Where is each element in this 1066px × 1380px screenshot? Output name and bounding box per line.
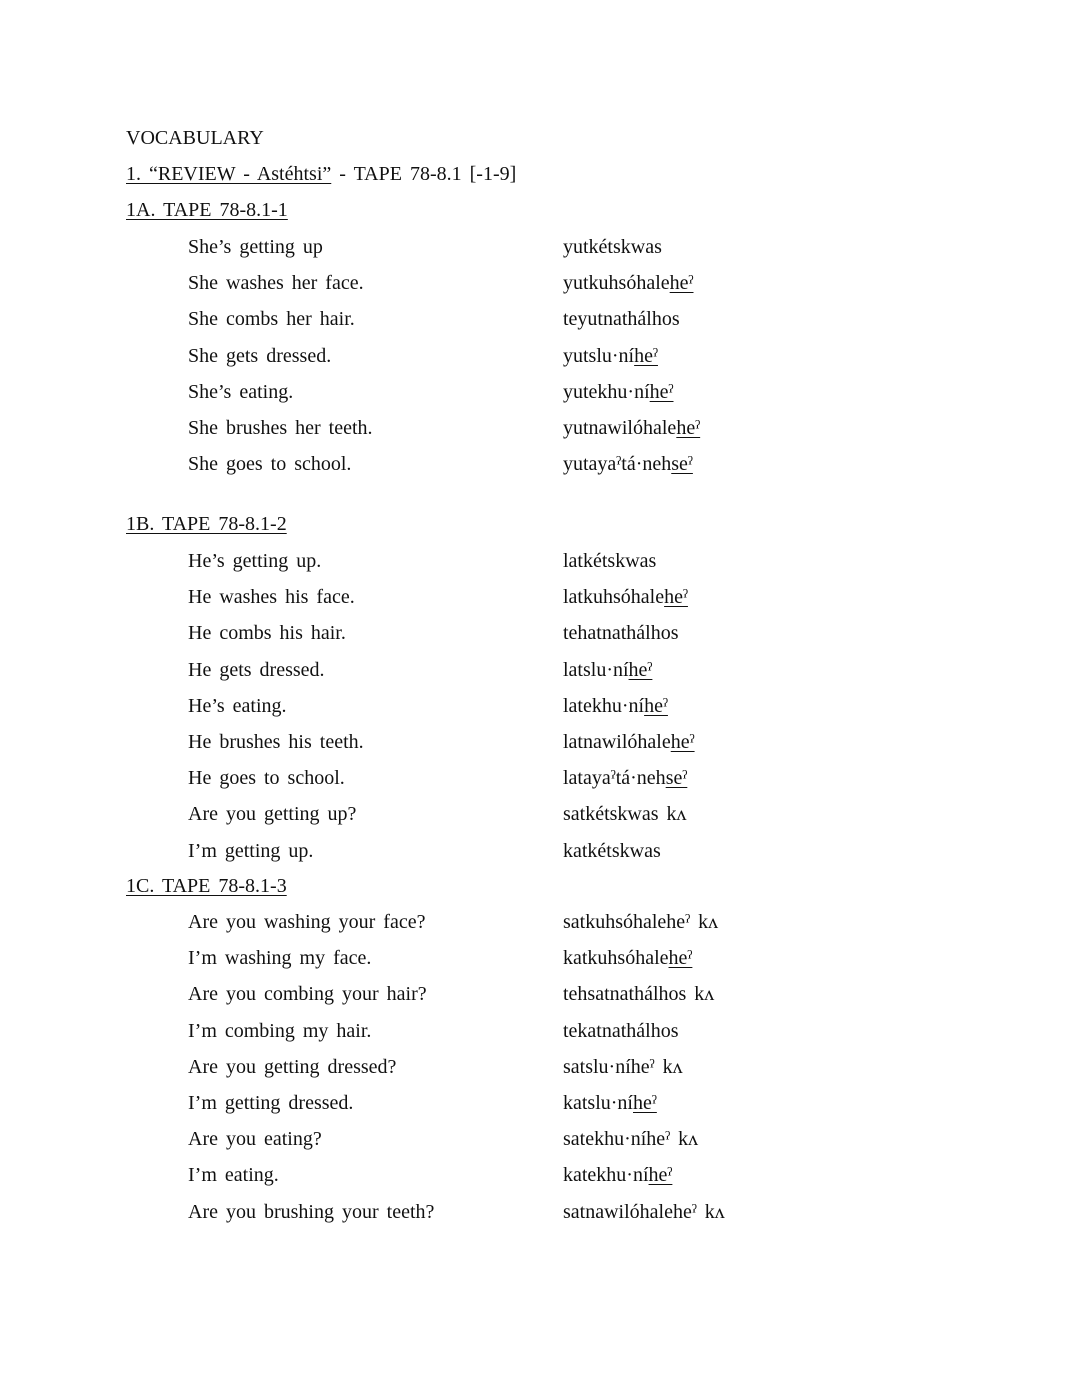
oneida-translation bbox=[563, 549, 656, 573]
word-segment: latslu·ní bbox=[563, 659, 629, 681]
word-segment: yutayaˀtá·neh bbox=[563, 453, 672, 475]
oneida-translation bbox=[563, 1200, 725, 1224]
word-segment: yutkétskwas bbox=[563, 236, 662, 258]
word-segment: yutkuhsóhale bbox=[563, 272, 670, 294]
english-phrase: Are you brushing your teeth? bbox=[188, 1201, 435, 1223]
word-segment: yutekhu·ní bbox=[563, 381, 650, 403]
word-segment: katslu·ní bbox=[563, 1092, 633, 1114]
oneida-translation bbox=[563, 982, 714, 1006]
underlined-suffix: heˀ bbox=[648, 1164, 673, 1186]
english-phrase: Are you eating? bbox=[188, 1128, 322, 1150]
lesson-title bbox=[126, 162, 516, 186]
oneida-translation bbox=[563, 910, 718, 934]
english-phrase: He combs his hair. bbox=[188, 622, 346, 644]
word-segment: katkuhsóhale bbox=[563, 947, 669, 969]
oneida-translation bbox=[563, 621, 679, 645]
english-phrase: He’s getting up. bbox=[188, 550, 322, 572]
word-segment: latekhu·ní bbox=[563, 695, 645, 717]
underlined-suffix: seˀ bbox=[671, 453, 693, 475]
section-heading: 1C. TAPE 78-8.1-3 bbox=[126, 875, 287, 897]
english-phrase: I’m eating. bbox=[188, 1164, 279, 1186]
oneida-translation bbox=[563, 1127, 698, 1151]
underlined-suffix: heˀ bbox=[664, 586, 688, 608]
word-segment: yutslu·ní bbox=[563, 345, 635, 367]
page-title: VOCABULARY bbox=[126, 127, 264, 149]
english-phrase: She’s getting up bbox=[188, 236, 323, 258]
word-segment: latnawilóhale bbox=[563, 731, 671, 753]
word-segment: teyutnathálhos bbox=[563, 308, 680, 330]
underlined-suffix: heˀ bbox=[670, 731, 695, 753]
oneida-translation bbox=[563, 946, 692, 970]
oneida-translation bbox=[563, 658, 652, 682]
oneida-translation bbox=[563, 1019, 679, 1043]
english-phrase: She gets dressed. bbox=[188, 345, 332, 367]
word-segment: satnawilóhaleheˀ kʌ bbox=[563, 1201, 725, 1223]
oneida-translation bbox=[563, 1091, 657, 1115]
english-phrase: Are you getting up? bbox=[188, 803, 357, 825]
english-phrase: He gets dressed. bbox=[188, 659, 325, 681]
english-phrase: He brushes his teeth. bbox=[188, 731, 364, 753]
underlined-suffix: heˀ bbox=[676, 417, 701, 439]
oneida-translation bbox=[563, 452, 693, 476]
english-phrase: I’m combing my hair. bbox=[188, 1020, 372, 1042]
english-phrase: I’m getting dressed. bbox=[188, 1092, 354, 1114]
oneida-translation bbox=[563, 271, 694, 295]
underlined-suffix: seˀ bbox=[665, 767, 688, 789]
oneida-translation bbox=[563, 694, 668, 718]
word-segment: katkétskwas bbox=[563, 840, 661, 862]
word-segment: tekatnathálhos bbox=[563, 1020, 679, 1042]
oneida-translation bbox=[563, 235, 662, 259]
lesson-title-underlined: 1. “REVIEW - Astéhtsi” bbox=[126, 163, 332, 185]
word-segment: satslu·níheˀ kʌ bbox=[563, 1056, 683, 1078]
word-segment: satkuhsóhaleheˀ kʌ bbox=[563, 911, 719, 933]
word-segment: tehatnathálhos bbox=[563, 622, 679, 644]
section-heading: 1A. TAPE 78-8.1-1 bbox=[126, 199, 288, 221]
word-segment: tehsatnathálhos kʌ bbox=[563, 983, 715, 1005]
underlined-suffix: heˀ bbox=[633, 1092, 657, 1114]
underlined-suffix: heˀ bbox=[634, 345, 658, 367]
word-segment: katekhu·ní bbox=[563, 1164, 649, 1186]
word-segment: latayaˀtá·neh bbox=[563, 767, 666, 789]
oneida-translation bbox=[563, 416, 700, 440]
oneida-translation bbox=[563, 307, 680, 331]
english-phrase: She brushes her teeth. bbox=[188, 417, 373, 439]
english-phrase: He goes to school. bbox=[188, 767, 345, 789]
underlined-suffix: heˀ bbox=[628, 659, 653, 681]
word-segment: satekhu·níheˀ kʌ bbox=[563, 1128, 699, 1150]
underlined-suffix: heˀ bbox=[668, 947, 693, 969]
english-phrase: Are you getting dressed? bbox=[188, 1056, 397, 1078]
oneida-translation bbox=[563, 585, 688, 609]
word-segment: yutnawilóhale bbox=[563, 417, 677, 439]
english-phrase: He washes his face. bbox=[188, 586, 355, 608]
english-phrase: She goes to school. bbox=[188, 453, 352, 475]
oneida-translation bbox=[563, 802, 687, 826]
english-phrase: She combs her hair. bbox=[188, 308, 355, 330]
oneida-translation bbox=[563, 839, 661, 863]
english-phrase: He’s eating. bbox=[188, 695, 287, 717]
english-phrase: Are you combing your hair? bbox=[188, 983, 427, 1005]
oneida-translation bbox=[563, 380, 674, 404]
english-phrase: Are you washing your face? bbox=[188, 911, 426, 933]
english-phrase: I’m getting up. bbox=[188, 840, 314, 862]
section-heading: 1B. TAPE 78-8.1-2 bbox=[126, 513, 287, 535]
english-phrase: She washes her face. bbox=[188, 272, 364, 294]
word-segment: latkétskwas bbox=[563, 550, 657, 572]
oneida-translation bbox=[563, 1163, 672, 1187]
oneida-translation bbox=[563, 766, 687, 790]
underlined-suffix: heˀ bbox=[649, 381, 674, 403]
oneida-translation bbox=[563, 730, 695, 754]
lesson-title-rest: - TAPE 78-8.1 [-1-9] bbox=[331, 163, 517, 185]
underlined-suffix: heˀ bbox=[644, 695, 668, 717]
english-phrase: She’s eating. bbox=[188, 381, 294, 403]
word-segment: satkétskwas kʌ bbox=[563, 803, 687, 825]
oneida-translation bbox=[563, 1055, 683, 1079]
english-phrase: I’m washing my face. bbox=[188, 947, 372, 969]
word-segment: latkuhsóhale bbox=[563, 586, 665, 608]
oneida-translation bbox=[563, 344, 658, 368]
underlined-suffix: heˀ bbox=[669, 272, 694, 294]
